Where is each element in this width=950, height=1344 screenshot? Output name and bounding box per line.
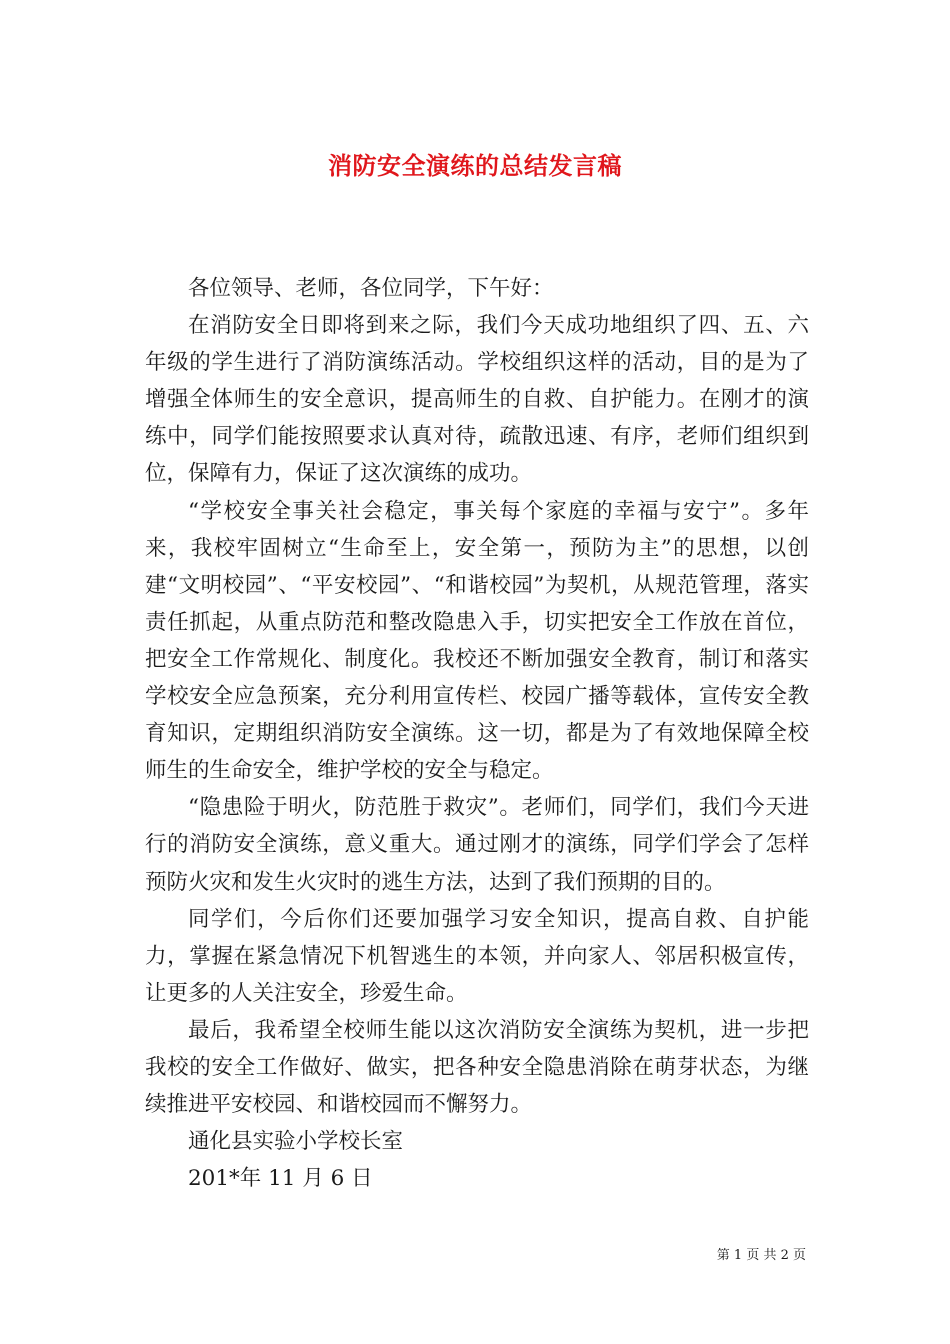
paragraph-2: “学校安全事关社会稳定，事关每个家庭的幸福与安宁”。多年来，我校牢固树立“生命至上，安全第一，预防为主”的思想，以创建“文明校园”、“平安校园”、“和谐校园”为契机，从规范管理，落实责任抓起，从重点防范和整改隐患入手，切实把安全工作放在首位，把安全工作常规化、制度化。我校还不断加强安全教育，制订和落实学校安全应急预案，充分利用宣传栏、校园广播等载体，宣传安全教育知识，定期组织消防安全演练。这一切，都是为了有效地保障全校师生的生命安全，维护学校的安全与稳定。 xyxy=(145,498,809,784)
signature: 通化县实验小学校长室 xyxy=(188,1129,404,1155)
date: 201*年 11 月 6 日 xyxy=(188,1166,373,1192)
paragraph-4: 同学们，今后你们还要加强学习安全知识，提高自救、自护能力，掌握在紧急情况下机智逃生的本领，并向家人、邻居积极宣传，让更多的人关注安全，珍爱生命。 xyxy=(145,906,809,1006)
page-title: 消防安全演练的总结发言稿 xyxy=(328,151,622,181)
page-footer: 第 1 页 共 2 页 xyxy=(716,1248,806,1263)
paragraph-3: “隐患险于明火，防范胜于救灾”。老师们，同学们，我们今天进行的消防安全演练，意义重大。通过刚才的演练，同学们学会了怎样预防火灾和发生火灾时的逃生方法，达到了我们预期的目的。 xyxy=(145,795,809,895)
document-body xyxy=(145,270,809,1197)
paragraph-5: 最后，我希望全校师生能以这次消防安全演练为契机，进一步把我校的安全工作做好、做实，把各种安全隐患消除在萌芽状态，为继续推进平安校园、和谐校园而不懈努力。 xyxy=(145,1017,809,1118)
paragraph-1: 在消防安全日即将到来之际，我们今天成功地组织了四、五、六年级的学生进行了消防演练活动。学校组织这样的活动，目的是为了增强全体师生的安全意识，提高师生的自救、自护能力。在刚才的演练中，同学们能按照要求认真对待，疏散迅速、有序，老师们组织到位，保障有力，保证了这次演练的成功。 xyxy=(145,313,809,487)
greeting: 各位领导、老师，各位同学，下午好： xyxy=(188,276,554,301)
